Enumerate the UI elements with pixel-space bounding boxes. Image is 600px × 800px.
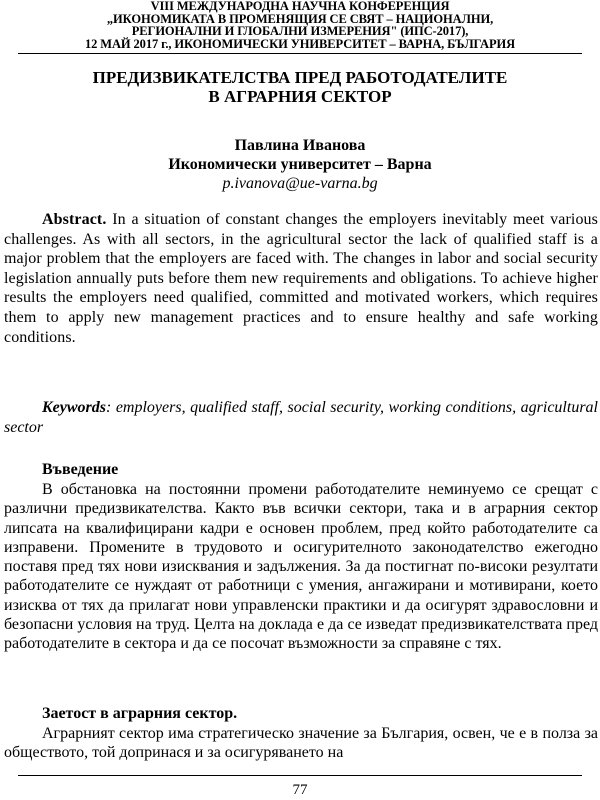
conference-header-line: 12 МАЙ 2017 г., ИКОНОМИЧЕСКИ УНИВЕРСИТЕТ – ВАРНА, БЪЛГАРИЯ	[84, 36, 516, 51]
author-name: Павлина Иванова	[234, 137, 366, 154]
paper-title-line: В АГРАРНИЯ СЕКТОР	[208, 87, 392, 106]
page-number: 77	[292, 782, 308, 798]
paper-title-line: ПРЕДИЗВИКАТЕЛСТВА ПРЕД РАБОТОДАТЕЛИТЕ	[92, 68, 508, 87]
employment-paragraph: Аграрният сектор има стратегическо значение за България, освен, че е в полза за обществото, той допринася и за осигуряването на	[4, 725, 598, 762]
conference-header	[20, 0, 580, 50]
section-heading-employment: Заетост в аграрния сектор.	[42, 705, 238, 722]
abstract-text: In a situation of constant changes the employers inevitably meet various challenges. As with all sectors, in the agricultural sector the lack of qualified staff is a major problem that the employers are faced with. The changes in labor and social security legislation annually puts before them new requirements and obligations. To achieve higher results the employers need qualified, committed and motivated workers, which requires them to apply new management practices and to ensure healthy and safe working conditions.	[4, 211, 598, 346]
abstract-paragraph	[4, 210, 598, 347]
conference-header-line: „ИКОНОМИКАТА В ПРОМЕНЯЩИЯ СЕ СВЯТ – НАЦИОНАЛНИ,	[106, 11, 494, 26]
conference-header-line: РЕГИОНАЛНИ И ГЛОБАЛНИ ИЗМЕРЕНИЯ" (ИПС-2017),	[131, 24, 469, 38]
section-heading-introduction: Въведение	[42, 461, 119, 478]
keywords-text: : employers, qualified staff, social security, working conditions, agricultural sector	[4, 399, 598, 436]
keywords-paragraph	[4, 398, 598, 437]
header-rule	[18, 53, 582, 54]
conference-header-line: VIII МЕЖДУНАРОДНА НАУЧНА КОНФЕРЕНЦИЯ	[150, 0, 450, 13]
author-affiliation: Икономически университет – Варна	[168, 156, 432, 173]
author-block	[20, 136, 580, 193]
author-email: p.ivanova@ue-varna.bg	[222, 175, 378, 192]
abstract-label: Abstract.	[42, 211, 107, 228]
introduction-paragraph: В обстановка на постоянни промени работодателите неминуемо се срещат с различни предизвикателства. Както във всички сектори, така и в аграрния сектор липсата на квалифицирани кадри е основен проблем, пред който работодателите са изправени. Промените в трудовото и осигурителното законодателство ежегодно поставя пред тях нови изисквания и задължения. За да постигнат по-високи резултати работодателите се нуждаят от работници с умения, ангажирани и мотивирани, което изисква от тях да прилагат нови управленски практики и да осигурят здравословни и безопасни условия на труд. Целта на доклада е да се изведат предизвикателствата пред работодателите в сектора и да се посочат възможности за справяне с тях.	[4, 481, 598, 653]
paper-title	[20, 68, 580, 106]
footer-rule	[18, 775, 582, 776]
keywords-label: Keywords	[42, 399, 106, 416]
